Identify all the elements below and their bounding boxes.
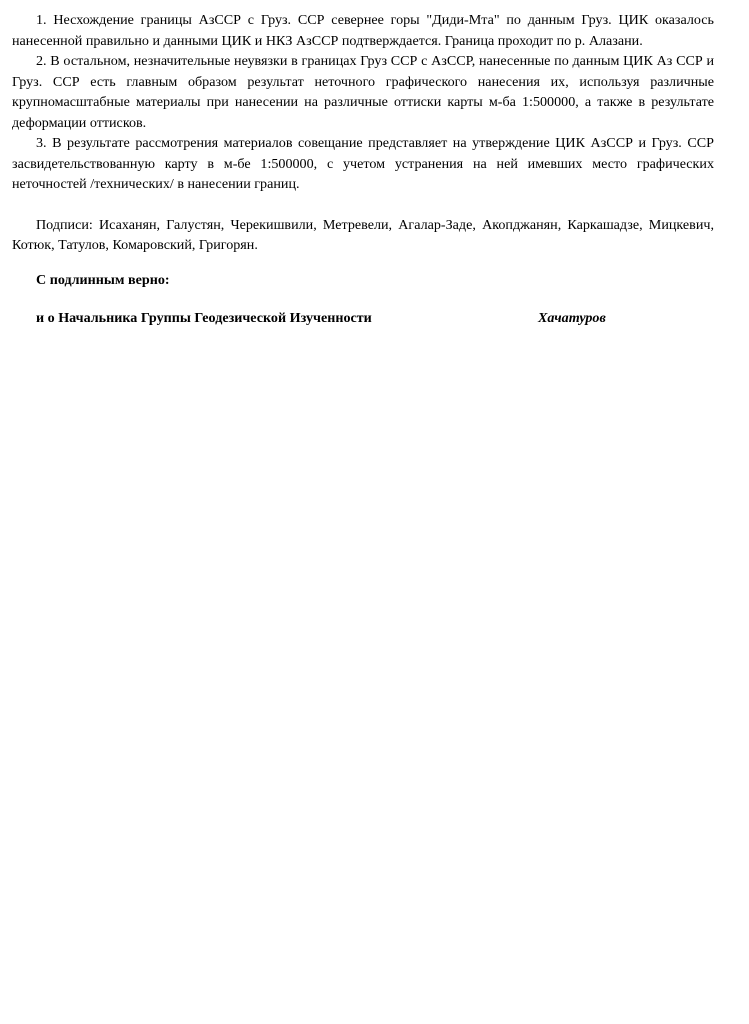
- certified-label: С подлинным верно:: [36, 271, 170, 288]
- document-page: [12, 10, 714, 329]
- signer-position: и о Начальника Группы Геодезической Изученности: [36, 310, 372, 326]
- signer-row: [12, 308, 714, 329]
- paragraph-spacer: [12, 195, 714, 215]
- signatures-list: Подписи: Исаханян, Галустян, Черекишвили, Метревели, Агалар-Заде, Акопджанян, Каркашадзе, Мицкевич, Котюк, Татулов, Комаровский, Григорян.: [12, 216, 714, 253]
- signer-name: Хачатуров: [538, 310, 606, 326]
- paragraph-1: 1. Несхождение границы АзССР с Груз. ССР севернее горы "Диди-Мта" по данным Груз. ЦИК оказалось нанесенной правильно и данными ЦИК и НКЗ АзССР подтверждается. Граница проходит по р. Алазани.: [12, 12, 714, 49]
- paragraph-2: 2. В остальном, незначительные неувязки в границах Груз ССР с АзССР, нанесенные по данным ЦИК Аз ССР и Груз. ССР есть главным образом результат неточного графического нанесения их, используя различные крупномасштабные материалы при нанесении на различные оттиски карты м-ба 1:500000, а также в результате деформации оттисков.: [12, 53, 714, 131]
- paragraph-3: 3. В результате рассмотрения материалов совещание представляет на утверждение ЦИК АзССР и Груз. ССР засвидетельствованную карту в м-бе 1:500000, с учетом устранения на ней имевших место графических неточностей /технических/ в нанесении границ.: [12, 135, 714, 192]
